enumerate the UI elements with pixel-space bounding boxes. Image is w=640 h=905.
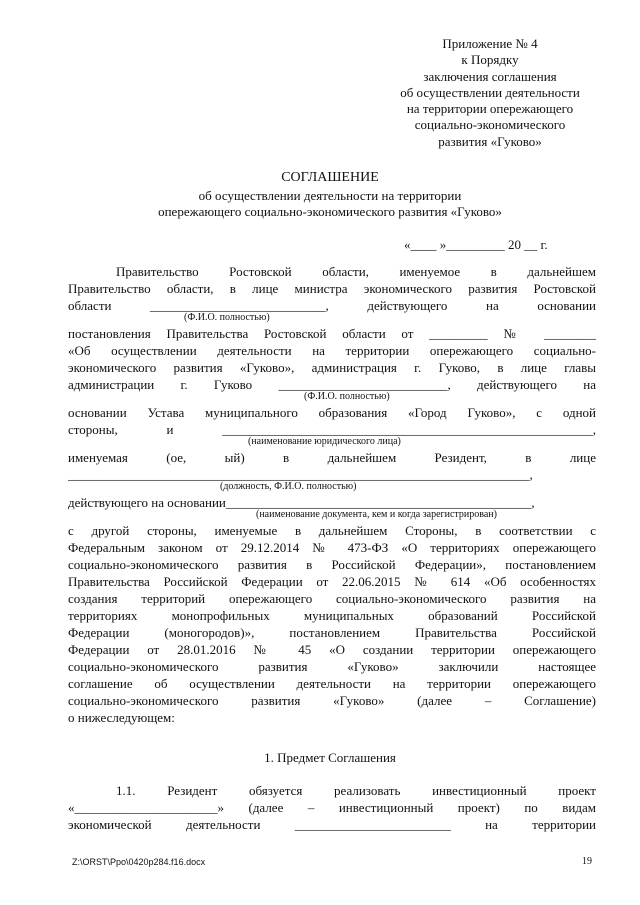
agreement-subtitle-line: об осуществлении деятельности на территории [198, 188, 462, 203]
agreement-title-block [60, 170, 600, 220]
annex-header [360, 36, 620, 150]
body-line: именуемая (ое, ый) в дальнейшем Резидент, в лице [68, 450, 596, 465]
field-caption: (Ф.И.О. полностью) [304, 391, 390, 402]
body-line: стороны, и _________________________________________________________, [68, 422, 596, 437]
body-line: Федерации от 28.01.2016 № 45 «О создании территории опережающего [68, 642, 596, 657]
body-line: Правительства Российской Федерации от 22.06.2015 № 614 «Об особенностях [68, 574, 596, 589]
agreement-body [68, 263, 596, 726]
section-body [68, 782, 596, 833]
body-line: Федерации (моногородов)», постановлением Правительства Российской [68, 625, 596, 640]
body-line: экономического развития «Гуково», администрация г. Гуково, в лице главы [68, 360, 596, 375]
field-caption: (наименование юридического лица) [248, 436, 401, 447]
annex-line: заключения соглашения [423, 68, 557, 84]
body-line: _______________________________________________________________________, [68, 467, 533, 482]
annex-line: на территории опережающего [406, 101, 574, 117]
field-caption: (наименование документа, кем и когда зарегистрирован) [256, 509, 497, 520]
body-line: социально-экономического развития «Гуково» заключили настоящее [68, 659, 596, 674]
body-line: о нижеследующем: [68, 710, 175, 725]
section-line: 1.1. Резидент обязуется реализовать инвестиционный проект [116, 783, 596, 798]
body-line: основании Устава муниципального образования «Город Гуково», с одной [68, 405, 596, 420]
body-line: действующего на основании_______________________________________________, [68, 495, 535, 510]
body-line: Правительство Ростовской области, именуемое в дальнейшем [116, 264, 596, 279]
date-line: «____ »_________ 20 __ г. [404, 237, 548, 252]
body-line: социально-экономического развития «Гуково» (далее – Соглашение) [68, 693, 596, 708]
body-line: создания территорий опережающего социально-экономического развития на [68, 591, 596, 606]
body-line: администрации г. Гуково __________________________, действующего на [68, 377, 596, 392]
annex-line: к Порядку [461, 52, 519, 68]
annex-line: развития «Гуково» [438, 133, 542, 149]
body-line: «Об осуществлении деятельности на территории опережающего социально- [68, 343, 596, 358]
section-heading: 1. Предмет Соглашения [264, 750, 396, 765]
field-caption: (должность, Ф.И.О. полностью) [220, 481, 357, 492]
annex-line: Приложение № 4 [442, 36, 538, 51]
body-line: соглашение об осуществлении деятельности на территории опережающего [68, 676, 596, 691]
body-line: области ___________________________, действующего на основании [68, 298, 596, 313]
annex-line: об осуществлении деятельности [400, 84, 580, 100]
body-line: Правительство области, в лице министра экономического развития Ростовской [68, 281, 596, 296]
body-line: Федеральным законом от 29.12.2014 № 473-ФЗ «О территориях опережающего [68, 540, 596, 555]
section-line: «______________________» (далее – инвестиционный проект) по видам [68, 800, 596, 815]
footer-file-path: Z:\ORST\Ppo\0420p284.f16.docx [72, 857, 206, 867]
page-number: 19 [582, 856, 592, 867]
annex-line: социально-экономического [414, 117, 566, 133]
agreement-subtitle-line: опережающего социально-экономического развития «Гуково» [158, 204, 502, 219]
body-line: с другой стороны, именуемые в дальнейшем Стороны, в соответствии с [68, 523, 596, 538]
agreement-title: СОГЛАШЕНИЕ [281, 170, 379, 185]
body-line: территориях монопрофильных муниципальных образований Российской [68, 608, 596, 623]
body-line: социально-экономического развития в Российской Федерации», постановлением [68, 557, 596, 572]
section-line: экономической деятельности ________________________ на территории [68, 817, 596, 832]
field-caption: (Ф.И.О. полностью) [184, 312, 270, 323]
body-line: постановления Правительства Ростовской области от _________ № ________ [68, 326, 596, 341]
